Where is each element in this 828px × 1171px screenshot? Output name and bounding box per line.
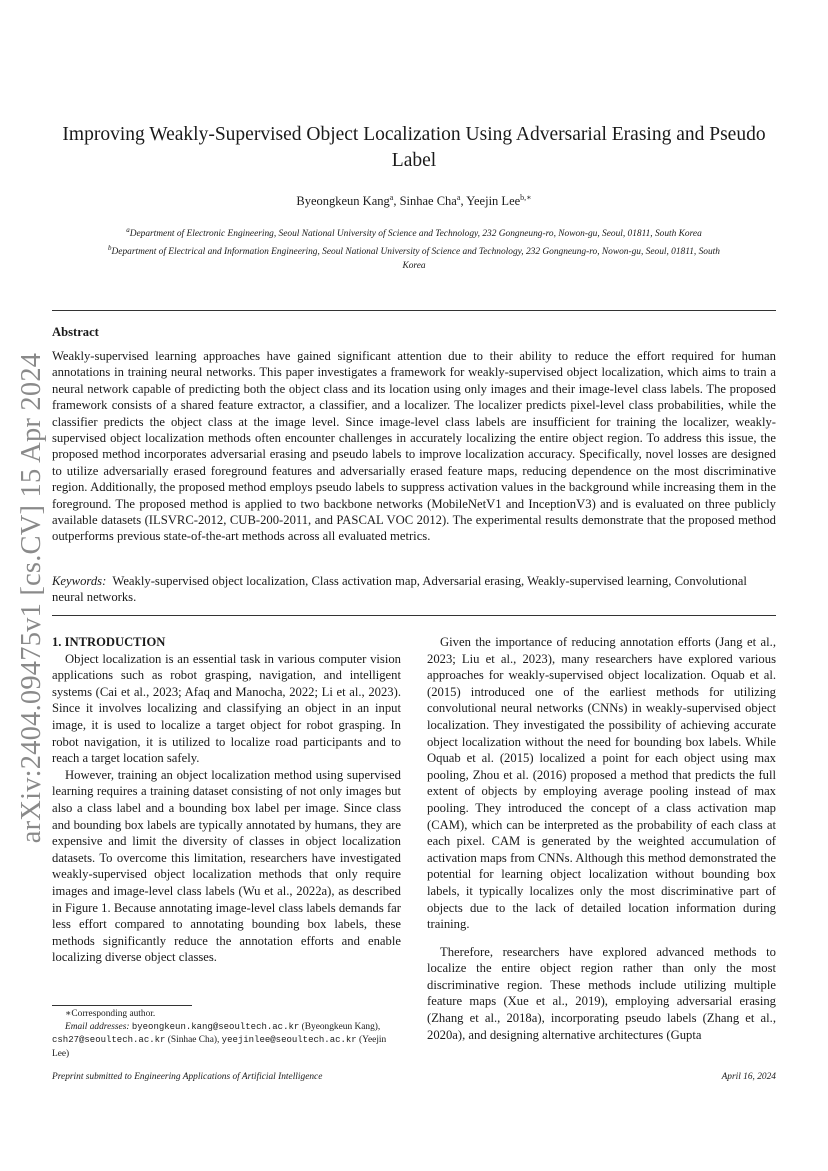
affil-text: Department of Electronic Engineering, Seoul National University of Science and Technology, 232 Gongneung-ro, Nowon-gu, Seoul, 01811, South Korea [129,229,702,240]
abstract-heading: Abstract [52,325,99,339]
top-divider [52,310,776,311]
abstract-text: Weakly-supervised learning approaches have gained significant attention due to their ability to reduce the effort required for human annotations in training neural networks. This paper investigates a framework for weakly-supervised object localization, which aims to train a neural network capable of predicting both the object class and its location using only images and their image-level class labels. The proposed framework consists of a shared feature extractor, a classifier, and a localizer. The localizer predicts pixel-level class probabilities, while the classifier predicts the object class at the image level. Since image-level class labels are insufficient for training the localizer, weakly-supervised object localization methods often encounter challenges in accurately localizing the entire object region. To address this issue, the proposed method incorporates adversarial erasing and pseudo labels to improve localization accuracy. Specifically, novel losses are designed to utilize adversarially erased foreground features and adversarially erased feature maps, reducing dependence on the most discriminative region. Additionally, the proposed method employs pseudo labels to suppress activation values in the background while increasing them in the foreground. The proposed method is applied to two backbone networks (MobileNetV1 and InceptionV3) and is evaluated on three publicly available datasets (ILSVRC-2012, CUB-200-2011, and PASCAL VOC 2012). The experimental results demonstrate that the proposed method outperforms previous state-of-the-art methods across all evaluated metrics. [52,349,776,544]
arxiv-sidebar-stamp [12,348,52,848]
affiliations [40,223,788,273]
paragraph: Therefore, researchers have explored advanced methods to localize the entire object region rather than only the most discriminative region. These methods include utilizing multiple feature maps (Xue et al., 2019), employing adversarial erasing (Zhang et al., 2018a), incorporating pseudo labels (Zhang et al., 2020a), and designing alternative architectures (Gupta [427,944,776,1042]
author-affil-mark: a [389,193,394,202]
email-link[interactable]: byeongkeun.kang@seoultech.ac.kr [131,1022,300,1033]
email-addresses [52,1021,401,1061]
footnote-divider [52,1005,192,1006]
affil-mark: b [108,244,112,253]
keywords-text: Weakly-supervised object localization, Class activation map, Adversarial erasing, Weakly-supervised learning, Convolutional neural networks. [52,574,747,605]
abstract-divider [52,615,776,616]
keywords-label: Keywords: [52,574,107,588]
affil-text: Department of Electrical and Information Engineering, Seoul National University of Science and Technology, 232 Gongneung-ro, Nowon-gu, Seoul, 01811, South [111,247,720,258]
section-heading: 1. INTRODUCTION [52,635,166,649]
affil-mark: a [126,226,130,234]
email-owner: (Yeejin Lee) [52,1035,387,1059]
right-column [427,634,776,1043]
email-link[interactable]: yeejinlee@seoultech.ac.kr [221,1035,357,1046]
email-owner: (Sinhae Cha), [167,1035,220,1046]
arxiv-id-text: arXiv:2404.09475v1 [cs.CV] 15 Apr 2024 [16,352,47,844]
paper-title: Improving Weakly-Supervised Object Localization Using Adversarial Erasing and Pseudo Label [62,124,766,171]
affiliation-b [40,241,788,259]
author-name: Yeejin Lee [466,194,521,209]
footnote [52,1008,401,1061]
paragraph: However, training an object localization method using supervised learning requires a training dataset consisting of not only images but also a class label and a bounding box label per image. Since class and bounding box labels are typically annotated by humans, they are expensive and limit the diversity of classes in object localization datasets. To overcome this limitation, researchers have investigated weakly-supervised object localization methods that only require images and image-level class labels (Wu et al., 2022a), as described in Figure 1. Because annotating image-level class labels demands far less effort compared to annotating bounding box labels, these methods significantly reduce the annotation efforts and enable localizing diverse object classes. [52,767,401,965]
keywords [52,573,776,606]
affiliation-a [40,223,788,241]
paragraph: Object localization is an essential task in various computer vision applications such as robot grasping, navigation, and intelligent systems (Cai et al., 2023; Afaq and Manocha, 2022; Li et al., 2023). Since it involves localizing and classifying an object in an input image, it is used to localize a target object for robot grasping. In robot navigation, it is utilized to localize road participants and to reach a target location safely. [52,651,401,766]
author-affil-mark: a [456,193,461,202]
author-name: Sinhae Cha [399,194,457,209]
email-link[interactable]: csh27@seoultech.ac.kr [52,1035,166,1046]
email-owner: (Byeongkeun Kang), [301,1022,381,1033]
corresponding-author-note: ∗Corresponding author. [65,1009,156,1019]
footer-journal: Preprint submitted to Engineering Applications of Artificial Intelligence [52,1072,323,1082]
author-list: Byeongkeun Kang$^a$, Sinhae Cha$^a$, Yeejin Lee$^{b,∗}$ [296,193,532,209]
author-affil-mark: b,∗ [520,193,532,202]
author-name: Byeongkeun Kang [296,194,390,209]
affiliation-b-cont: Korea [402,261,426,272]
left-column [52,634,401,966]
footer-date: April 16, 2024 [721,1072,776,1082]
paragraph: Given the importance of reducing annotation efforts (Jang et al., 2023; Liu et al., 2023), many researchers have explored various approaches for weakly-supervised object localization. Oquab et al. (2015) introduced one of the earliest methods for utilizing convolutional neural networks (CNNs) in weakly-supervised object localization. They investigated the possibility of achieving accurate object localization without the need for bounding box labels. While Oquab et al. (2015) localized a point for each object using max pooling, Zhou et al. (2016) proposed a method that predicts the full extent of objects by employing average pooling instead of max pooling. They introduced the concept of a class activation map (CAM), which can be interpreted as the probability of each class at each pixel. CAM is generated by the weighted accumulation of activation maps from CNNs. Although this method demonstrated the potential for learning object localization without bounding box labels, it typically localizes only the most discriminative part of objects due to the lack of detailed location information during training. [427,635,776,932]
email-label: Email addresses: [65,1022,130,1033]
